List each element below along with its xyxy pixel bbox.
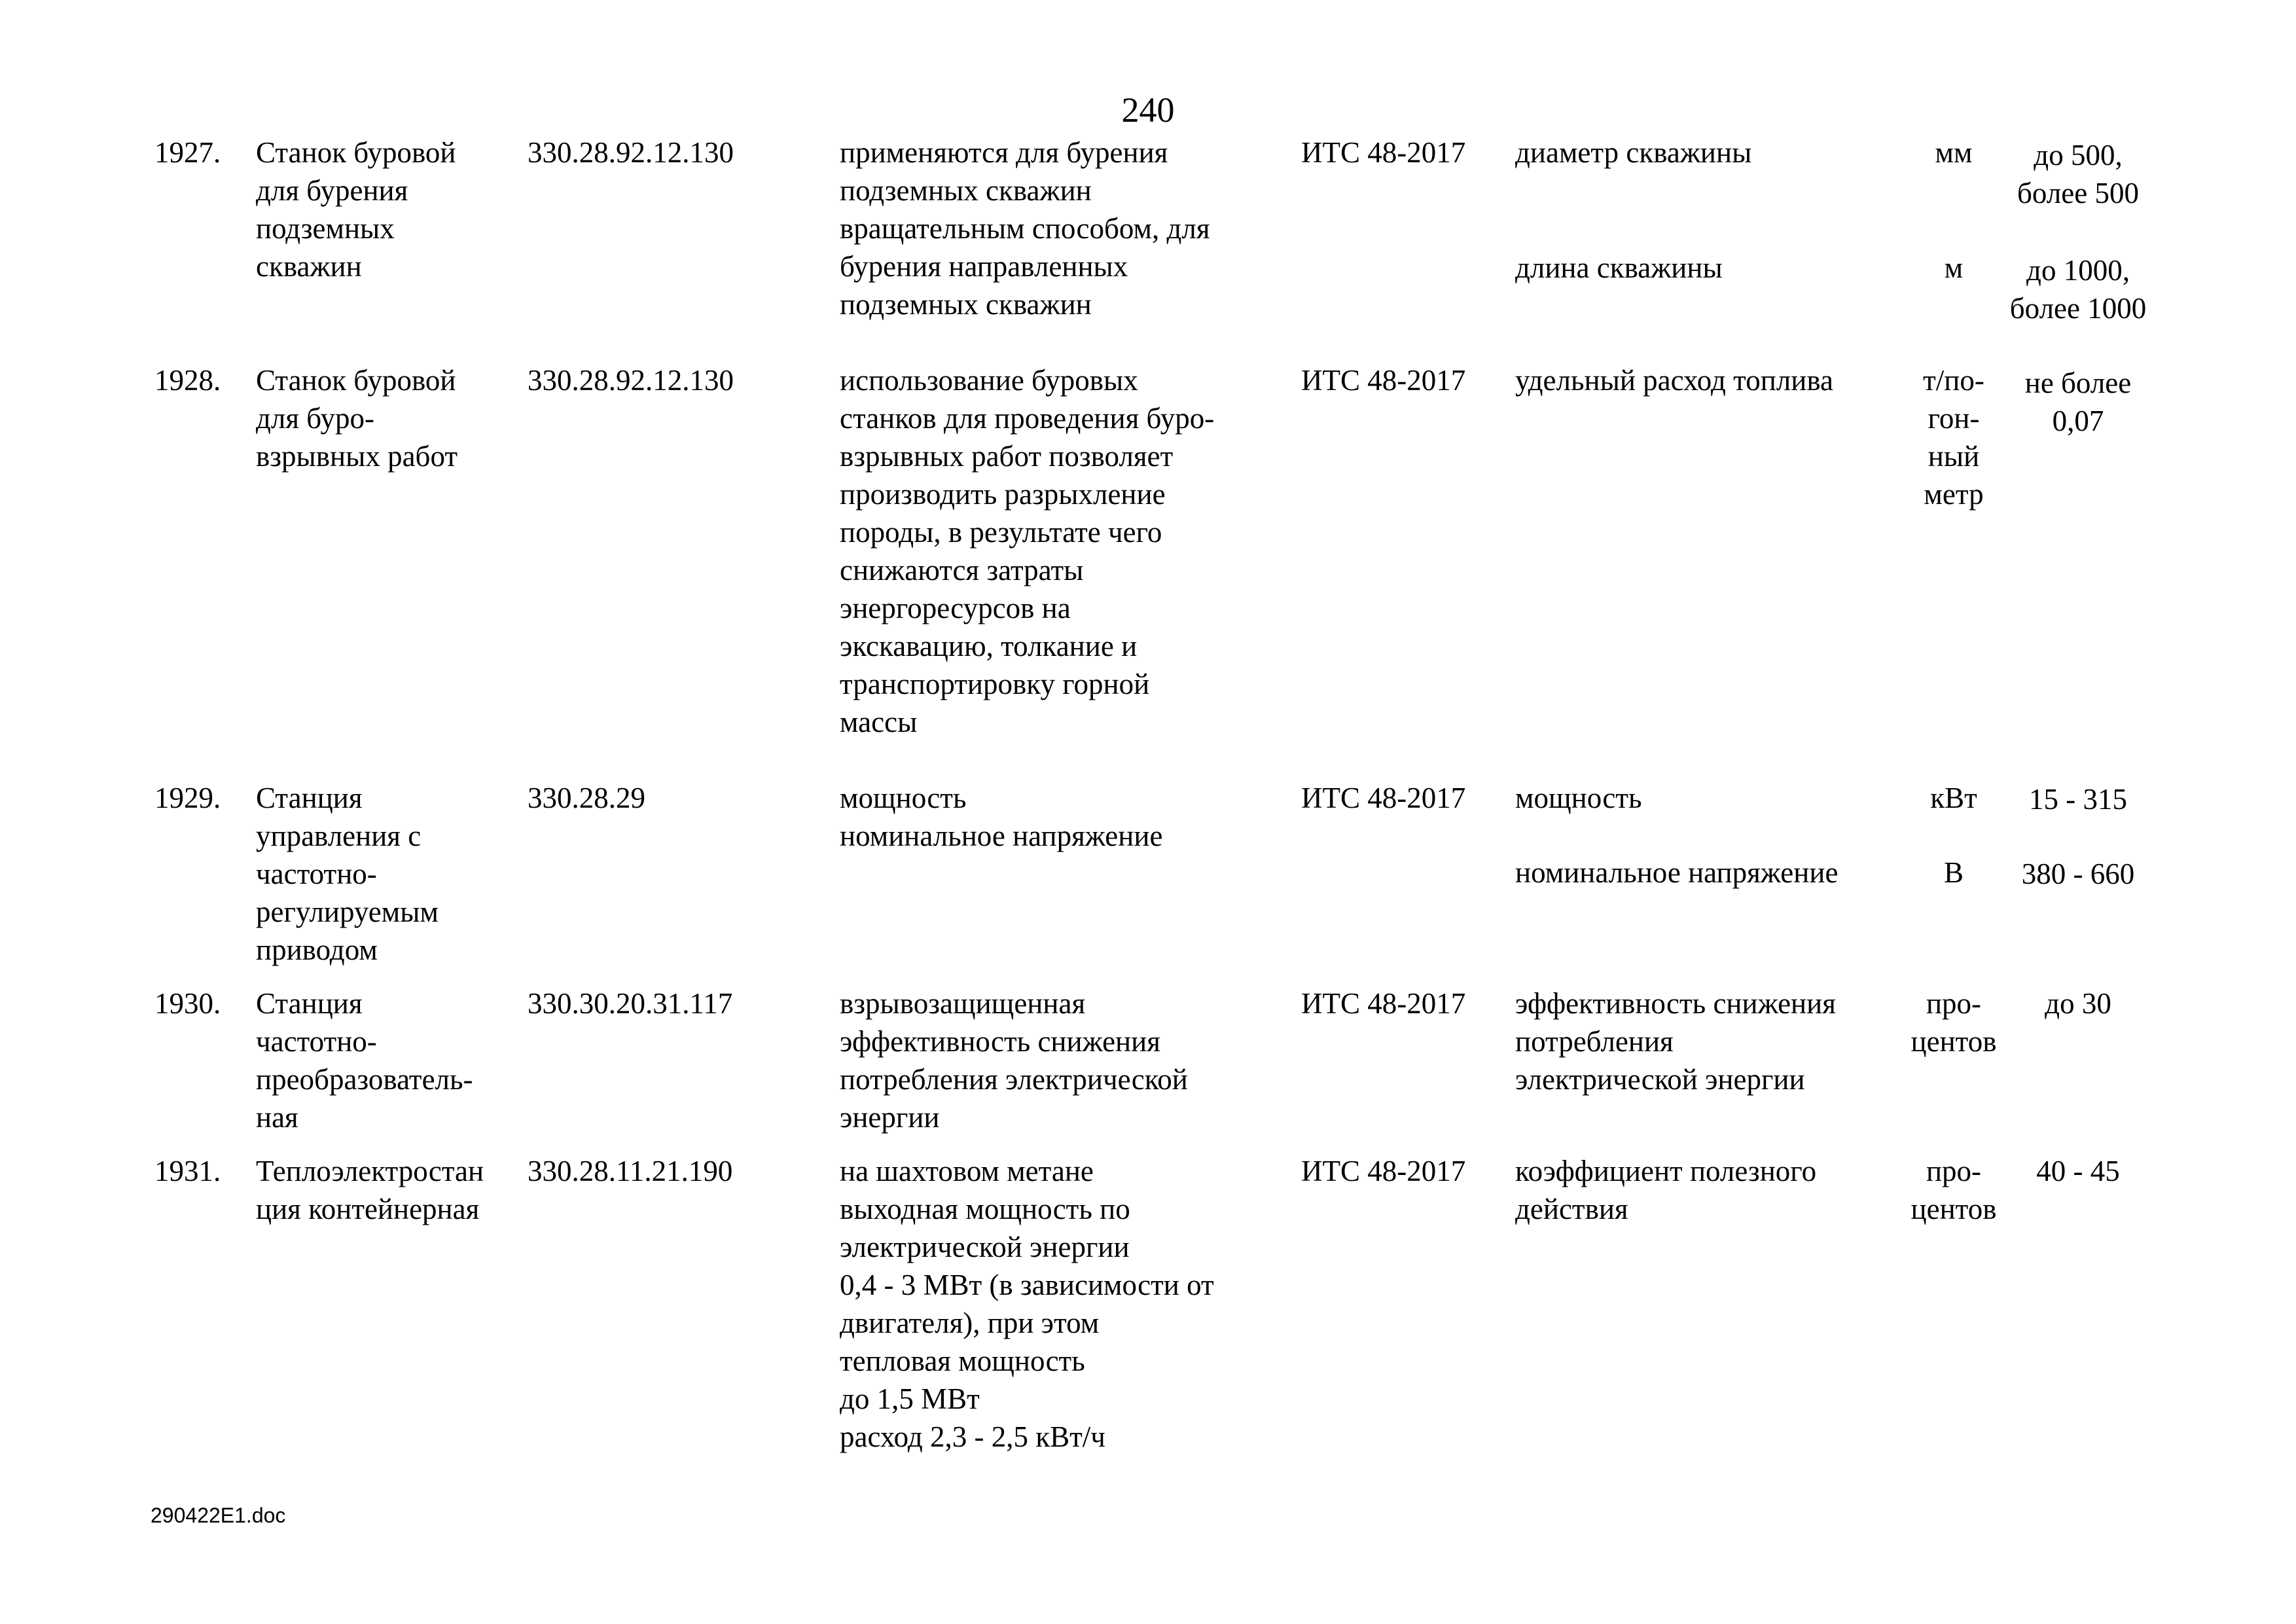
equipment-name: Станок буровой для буро- взрывных работ: [256, 364, 458, 473]
parameter-unit: В: [1943, 856, 1964, 889]
parameter-unit: кВт: [1930, 782, 1977, 814]
equipment-code: 330.30.20.31.117: [528, 987, 733, 1020]
parameter-name: длина скважины: [1515, 251, 1723, 284]
equipment-code: 330.28.92.12.130: [528, 136, 734, 169]
parameter-unit: мм: [1935, 136, 1973, 169]
standard-reference: ИТС 48-2017: [1301, 782, 1466, 814]
equipment-code: 330.28.29: [528, 782, 645, 814]
equipment-description: мощность номинальное напряжение: [840, 782, 1163, 852]
parameter-name: мощность: [1515, 782, 1642, 814]
row-number: 1930.: [154, 987, 221, 1020]
row-number: 1931.: [154, 1155, 221, 1187]
equipment-code: 330.28.92.12.130: [528, 364, 734, 397]
standard-reference: ИТС 48-2017: [1301, 136, 1466, 169]
parameter-unit: про- центов: [1910, 987, 1997, 1058]
equipment-name: Станция частотно- преобразователь- ная: [256, 987, 473, 1134]
equipment-name: Теплоэлектростан ция контейнерная: [256, 1155, 484, 1225]
standard-reference: ИТС 48-2017: [1301, 1155, 1466, 1187]
parameter-name: эффективность снижения потребления электрической энергии: [1515, 987, 1836, 1096]
parameter-value: не более 0,07: [2024, 367, 2132, 437]
row-number: 1928.: [154, 364, 221, 397]
parameter-name: диаметр скважины: [1515, 136, 1752, 169]
parameter-unit: про- центов: [1910, 1155, 1997, 1225]
parameter-unit: т/по- гон- ный метр: [1923, 364, 1984, 511]
parameter-name: удельный расход топлива: [1515, 364, 1833, 397]
document-filename: 290422E1.doc: [151, 1504, 286, 1527]
parameter-value: до 30: [2045, 987, 2111, 1020]
parameter-unit: м: [1944, 251, 1964, 284]
equipment-description: на шахтовом метане выходная мощность по электрической энергии 0,4 - 3 МВт (в зависимости от двигателя), при этом тепловая мощность до 1,5 МВт расход 2,3 - 2,5 кВт/ч: [840, 1155, 1214, 1453]
parameter-value: 380 - 660: [2021, 857, 2135, 890]
parameter-value: до 1000, более 1000: [2009, 254, 2147, 325]
parameter-value: до 500, более 500: [2017, 139, 2139, 209]
standard-reference: ИТС 48-2017: [1301, 364, 1466, 397]
equipment-description: применяются для бурения подземных скважин вращательным способом, для бурения направленных подземных скважин: [840, 136, 1210, 321]
equipment-name: Станок буровой для бурения подземных скважин: [256, 136, 456, 283]
parameter-value: 40 - 45: [2036, 1155, 2120, 1187]
row-number: 1929.: [154, 782, 221, 814]
parameter-value: 15 - 315: [2029, 783, 2127, 816]
equipment-code: 330.28.11.21.190: [528, 1155, 733, 1187]
parameter-name: номинальное напряжение: [1515, 856, 1839, 889]
parameter-name: коэффициент полезного действия: [1515, 1155, 1817, 1225]
equipment-description: использование буровых станков для проведения буро- взрывных работ позволяет производить разрыхление породы, в результате чего снижаются затраты энергоресурсов на экскавацию, толкание и транспортировку горной массы: [840, 364, 1215, 738]
page-number: 240: [1121, 90, 1175, 130]
equipment-name: Станция управления с частотно- регулируемым приводом: [256, 782, 439, 966]
standard-reference: ИТС 48-2017: [1301, 987, 1466, 1020]
row-number: 1927.: [154, 136, 221, 169]
equipment-description: взрывозащищенная эффективность снижения потребления электрической энергии: [840, 987, 1188, 1134]
